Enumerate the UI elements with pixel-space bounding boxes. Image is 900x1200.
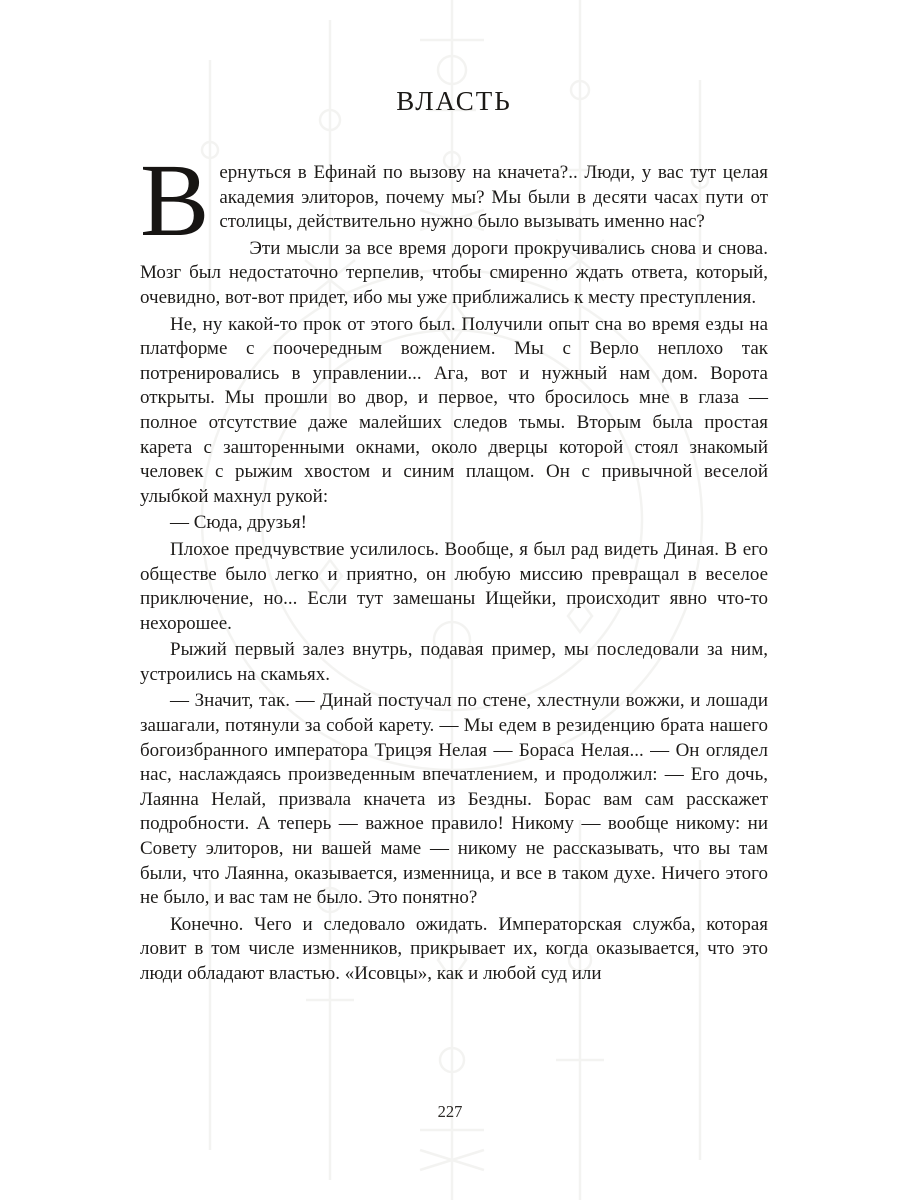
paragraph: Конечно. Чего и следовало ожидать. Императорская служба, которая ловит в том числе изменников, прикрывает их, когда оказывается, что это люди обладают властью. «Исовцы», как и любой суд или [140,913,768,984]
paragraph: Эти мысли за все время дороги прокручивались снова и снова. Мозг был недостаточно терпелив, чтобы смиренно ждать ответа, который, очевидно, вот-вот придет, ибо мы уже приближались к месту преступления. [140,237,768,308]
paragraph-dialogue: — Значит, так. — Динай постучал по стене, хлестнули вожжи, и лошади зашагали, потянули за собой карету. — Мы едем в резиденцию брата нашего богоизбранного императора Трицэя Нелая — Бораса Нелая... — Он оглядел нас, наслаждаясь произведенным впечатлением, и продолжил: — Его дочь, Лаянна Нелай, призвала кначета из Бездны. Борас вам сам расскажет подробности. А теперь — важное правило! Никому — вообще никому: ни Совету элиторов, ни вашей маме — никому не рассказывать, что вы там были, что Лаянна, оказывается, изменница, и все в таком духе. Ничего этого не было, и вас там не было. Это понятно? [140,690,768,909]
dropcap-letter: В [140,143,210,258]
page-number: 227 [437,1102,463,1121]
paragraph-text: ернуться в Ефинай по вызову на кначета?.. Люди, у вас тут целая академия элиторов, почему мы? Мы были в десяти часах пути от столицы, действительно нужно было вызывать именно нас? [219,162,768,233]
paragraph-dialogue: — Сюда, друзья! [170,512,307,534]
paragraph: Не, ну какой-то прок от этого был. Получили опыт сна во время езды на платформе с поочередным вождением. Мы с Верло неплохо так потренировались в управлении... Ага, вот и нужный нам дом. Ворота открыты. Мы прошли во двор, и первое, что бросилось мне в глаза — полное отсутствие даже малейших следов тьмы. Вторым была простая карета с зашторенными окнами, около дверцы которой стоял знакомый человек с рыжим хвостом и синим плащом. Он с привычной веселой улыбкой махнул рукой: [140,313,768,507]
paragraph-opening [140,143,768,258]
paragraph: Рыжий первый залез внутрь, подавая пример, мы последовали за ним, устроились на скамьях. [140,639,768,685]
chapter-title: ВЛАСТЬ [396,86,512,116]
paragraph: Плохое предчувствие усилилось. Вообще, я был рад видеть Диная. В его обществе было легко и приятно, он любую миссию превращал в веселое приключение, но... Если тут замешаны Ищейки, происходит явно что-то нехорошее. [140,538,768,634]
